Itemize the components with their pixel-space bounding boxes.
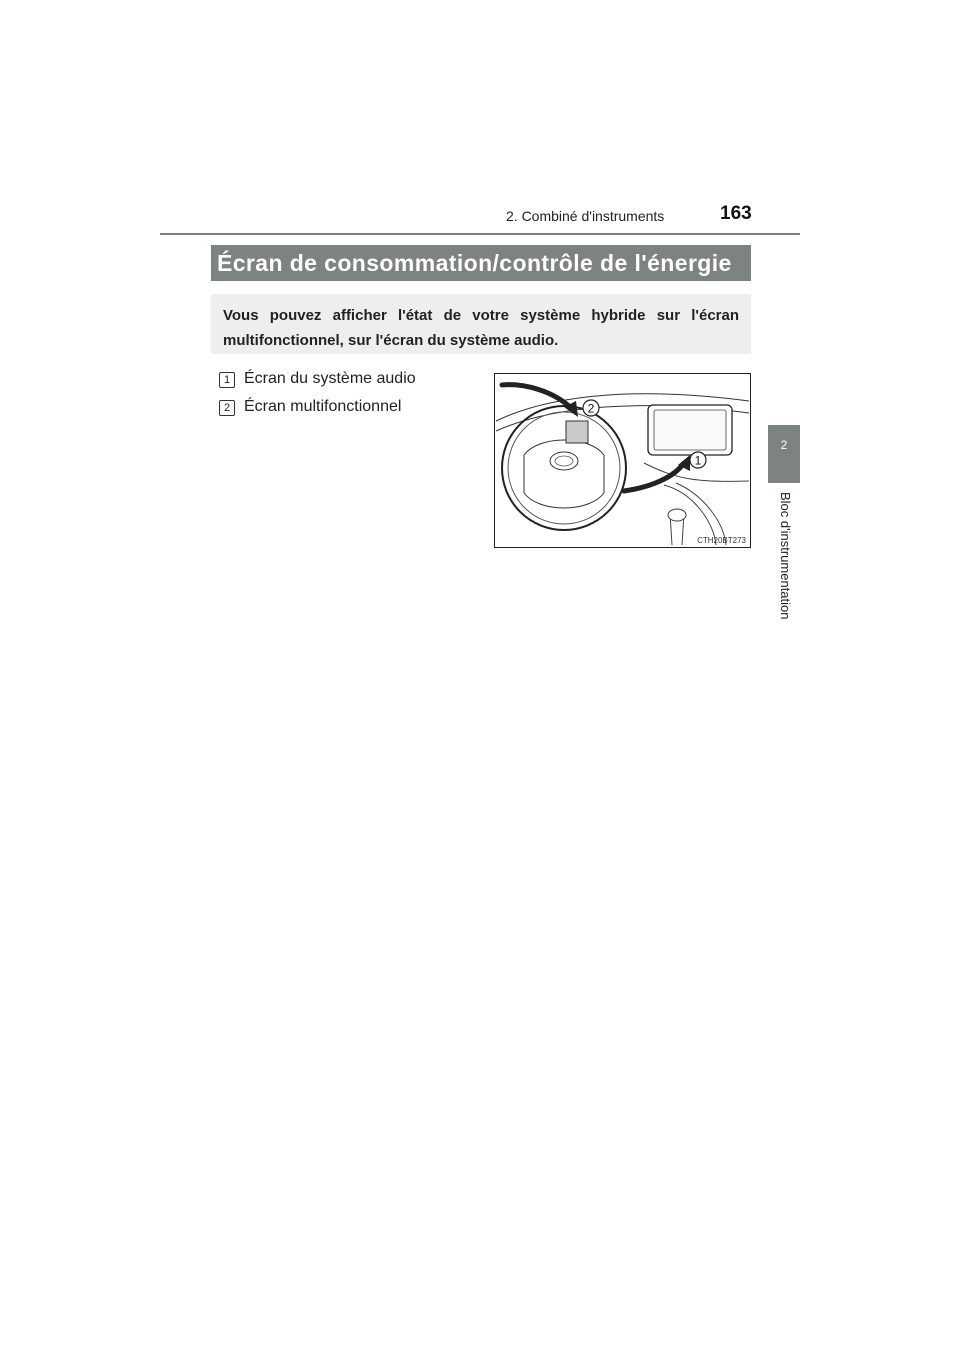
legend-number-1: 1 <box>219 372 235 388</box>
legend-label-1: Écran du système audio <box>244 370 416 387</box>
section-title: Écran de consommation/contrôle de l'énergie <box>211 245 751 281</box>
legend-label-2: Écran multifonctionnel <box>244 398 402 415</box>
page-number: 163 <box>720 203 752 224</box>
legend-number-2: 2 <box>219 400 235 416</box>
chapter-tab <box>768 425 800 483</box>
dashboard-illustration <box>494 373 751 548</box>
header-divider <box>160 233 800 235</box>
callout-2: 2 <box>587 401 595 416</box>
figure-code: CTH20BT273 <box>697 536 746 545</box>
intro-text: Vous pouvez afficher l'état de votre système hybride sur l'écran multifonctionnel, sur l'écran du système audio. <box>211 294 751 354</box>
chapter-number: 2 <box>780 438 788 452</box>
chapter-label: Bloc d'instrumentation <box>778 492 793 620</box>
callout-1: 1 <box>694 453 702 468</box>
header-section-title: 2. Combiné d'instruments <box>506 208 665 224</box>
